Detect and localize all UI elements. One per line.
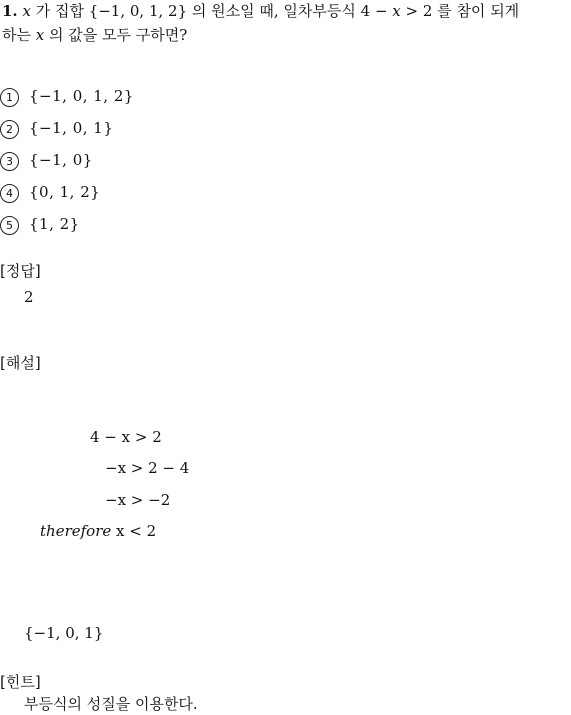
question-text-2a: 하는 [2,26,36,44]
option-5[interactable] [0,213,80,235]
question-variable-2: x [392,2,401,20]
explanation-step-4 [40,520,156,542]
question-line-1 [2,0,519,22]
therefore-word: therefore [40,522,112,540]
option-marker-2: 2 [0,120,19,139]
option-marker-4: 4 [0,184,19,203]
option-text-1: {−1, 0, 1, 2} [29,87,134,105]
option-text-3: {−1, 0} [29,151,93,169]
option-2[interactable] [0,117,113,139]
question-variable-3: x [35,26,45,44]
option-3[interactable] [0,149,93,171]
answer-value: 2 [24,288,34,306]
option-marker-1: 1 [0,88,19,107]
question-text-2b: 의 값을 모두 구하면? [44,26,188,44]
hint-label: [힌트] [0,673,41,691]
question-text-1: 가 집합 {−1, 0, 1, 2} 의 원소일 때, 일차부등식 4 − [30,2,393,20]
option-text-2: {−1, 0, 1} [29,119,114,137]
question-variable: x [22,2,31,20]
question-text-1b: > 2 를 참이 되게 [400,2,520,20]
option-4[interactable] [0,181,100,203]
question-line-2 [2,24,187,46]
hint-text: 부등식의 성질을 이용한다. [24,695,198,713]
explanation-step-2: −x > 2 − 4 [105,459,190,477]
option-1[interactable] [0,85,134,107]
explanation-step-3: −x > −2 [105,491,171,509]
option-text-5: {1, 2} [29,215,80,233]
option-marker-3: 3 [0,152,19,171]
explanation-result: {−1, 0, 1} [24,624,104,642]
question-number: 1. [2,2,18,20]
explanation-step-4-rest: x < 2 [111,522,157,540]
option-marker-5: 5 [0,216,19,235]
explanation-step-1: 4 − x > 2 [90,428,162,446]
explanation-label: [해설] [0,354,41,372]
answer-label: [정답] [0,262,41,280]
option-text-4: {0, 1, 2} [29,183,101,201]
